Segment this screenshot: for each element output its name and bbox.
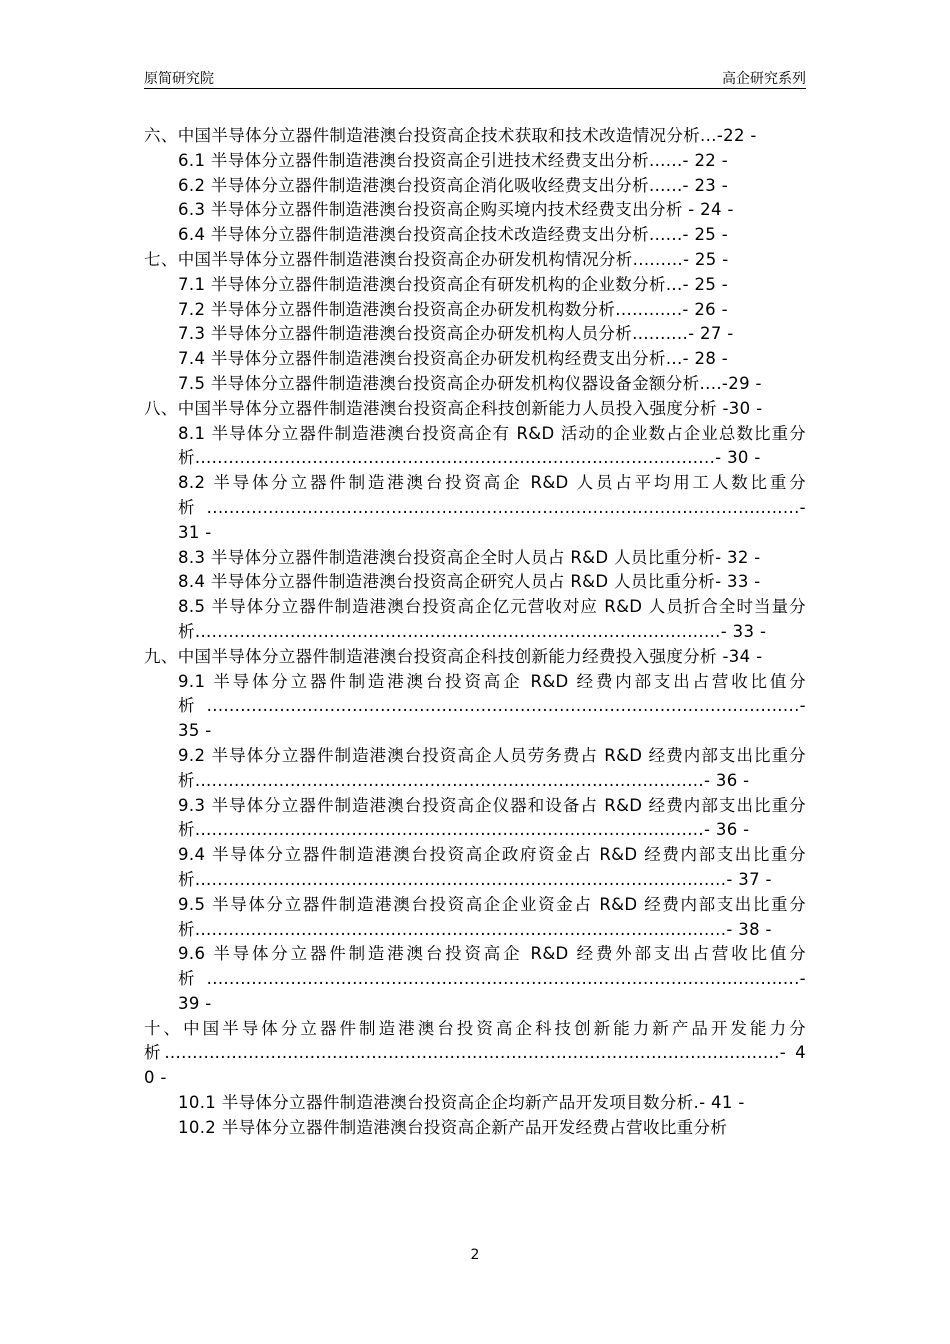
toc-section-entry[interactable]: 7.2 半导体分立器件制造港澳台投资高企办研发机构数分析............- 26 -	[178, 299, 728, 319]
toc-section-entry[interactable]: 10.1 半导体分立器件制造港澳台投资高企企均新产品开发项目数分析.- 41 -	[178, 1093, 745, 1113]
toc-chapter-entry[interactable]: 七、中国半导体分立器件制造港澳台投资高企办研发机构情况分析.........- 25 -	[144, 249, 729, 269]
toc-chapter-entry[interactable]: 九、中国半导体分立器件制造港澳台投资高企科技创新能力经费投入强度分析 -34 -	[144, 646, 763, 666]
page-number: 2	[470, 1247, 480, 1263]
toc-section-entry[interactable]: 8.4 半导体分立器件制造港澳台投资高企研究人员占 R&D 人员比重分析- 33 -	[178, 572, 761, 592]
toc-chapter-entry[interactable]: 十、中国半导体分立器件制造港澳台投资高企科技创新能力新产品开发能力分析..............................................................................................................- 40 -	[144, 1018, 806, 1088]
toc-section-entry[interactable]: 7.5 半导体分立器件制造港澳台投资高企办研发机构仪器设备金额分析....-29 -	[178, 373, 762, 393]
page-header	[144, 66, 806, 89]
toc-section-entry[interactable]: 8.1 半导体分立器件制造港澳台投资高企有 R&D 活动的企业数占企业总数比重分析.............................................................................................- 30 -	[178, 423, 806, 468]
toc-section-entry[interactable]: 7.1 半导体分立器件制造港澳台投资高企有研发机构的企业数分析...- 25 -	[178, 274, 729, 294]
toc-section-entry[interactable]: 6.1 半导体分立器件制造港澳台投资高企引进技术经费支出分析......- 22 -	[178, 150, 729, 170]
toc-section-entry[interactable]: 7.4 半导体分立器件制造港澳台投资高企办研发机构经费支出分析...- 28 -	[178, 349, 729, 369]
toc-section-entry[interactable]: 8.3 半导体分立器件制造港澳台投资高企全时人员占 R&D 人员比重分析- 32 -	[178, 547, 761, 567]
header-right-text: 高企研究系列	[722, 71, 806, 87]
toc-section-entry[interactable]: 9.3 半导体分立器件制造港澳台投资高企仪器和设备占 R&D 经费内部支出比重分析...........................................................................................- 36 -	[178, 795, 806, 840]
toc-section-entry[interactable]: 8.2 半导体分立器件制造港澳台投资高企 R&D 人员占平均用工人数比重分析..........................................................................................................- 31 -	[178, 473, 806, 542]
toc-section-entry[interactable]: 6.4 半导体分立器件制造港澳台投资高企技术改造经费支出分析......- 25 -	[178, 225, 729, 245]
toc-section-entry[interactable]: 9.5 半导体分立器件制造港澳台投资高企企业资金占 R&D 经费内部支出比重分析...............................................................................................- 38 -	[178, 894, 806, 939]
table-of-contents	[144, 124, 806, 1141]
toc-section-entry[interactable]: 7.3 半导体分立器件制造港澳台投资高企办研发机构人员分析..........- 27 -	[178, 324, 734, 344]
toc-section-entry[interactable]: 9.6 半导体分立器件制造港澳台投资高企 R&D 经费外部支出占营收比值分析..........................................................................................................- 39 -	[178, 944, 806, 1013]
toc-section-entry[interactable]: 8.5 半导体分立器件制造港澳台投资高企亿元营收对应 R&D 人员折合全时当量分析..............................................................................................- 33 -	[178, 597, 806, 641]
toc-section-entry[interactable]: 10.2 半导体分立器件制造港澳台投资高企新产品开发经费占营收比重分析	[178, 1117, 728, 1137]
toc-section-entry[interactable]: 9.1 半导体分立器件制造港澳台投资高企 R&D 经费内部支出占营收比值分析..........................................................................................................- 35 -	[178, 671, 806, 741]
header-left-text: 原简研究院	[144, 71, 214, 87]
toc-section-entry[interactable]: 6.3 半导体分立器件制造港澳台投资高企购买境内技术经费支出分析 - 24 -	[178, 200, 734, 220]
toc-section-entry[interactable]: 9.4 半导体分立器件制造港澳台投资高企政府资金占 R&D 经费内部支出比重分析...............................................................................................- 37 -	[178, 845, 806, 889]
toc-section-entry[interactable]: 6.2 半导体分立器件制造港澳台投资高企消化吸收经费支出分析......- 23 -	[178, 175, 729, 195]
toc-section-entry[interactable]: 9.2 半导体分立器件制造港澳台投资高企人员劳务费占 R&D 经费内部支出比重分析...........................................................................................- 36 -	[178, 745, 806, 790]
toc-chapter-entry[interactable]: 八、中国半导体分立器件制造港澳台投资高企科技创新能力人员投入强度分析 -30 -	[144, 398, 763, 418]
toc-chapter-entry[interactable]: 六、中国半导体分立器件制造港澳台投资高企技术获取和技术改造情况分析...-22 -	[144, 126, 757, 145]
